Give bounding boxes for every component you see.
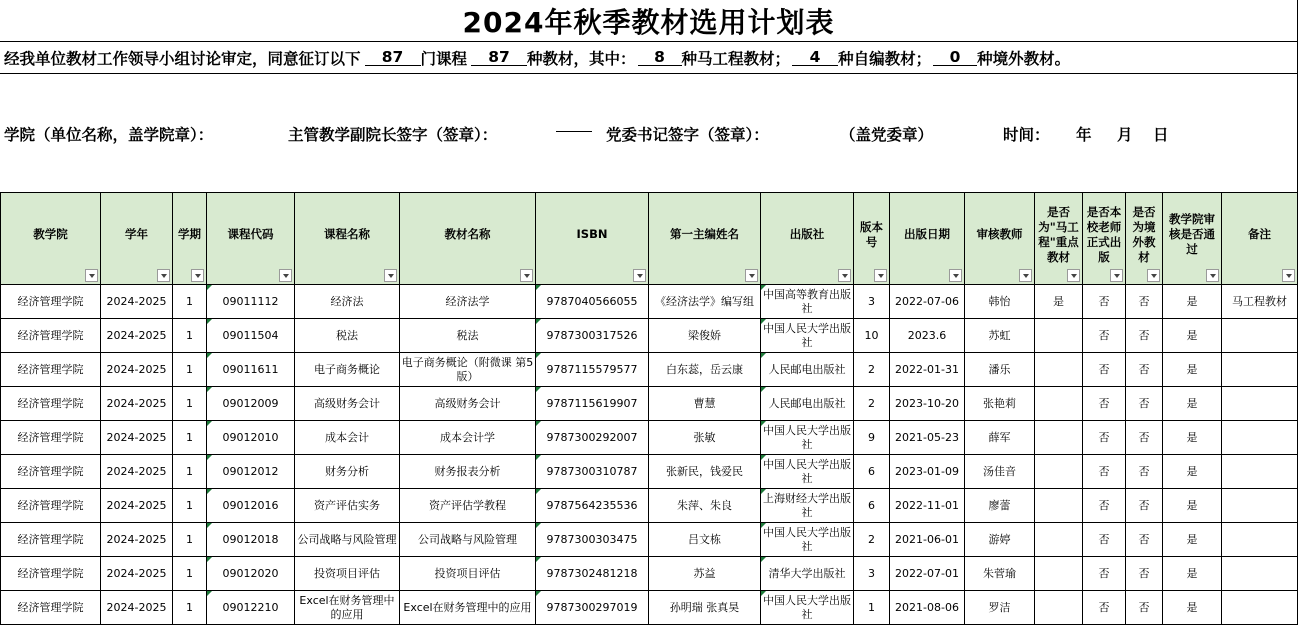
cell-academic-year[interactable]: 2024-2025 bbox=[101, 455, 173, 489]
cell-in-house-published[interactable]: 否 bbox=[1083, 353, 1126, 387]
cell-course-code[interactable]: 09012009 bbox=[207, 387, 295, 421]
filter-dropdown-icon[interactable] bbox=[191, 269, 204, 282]
filter-dropdown-icon[interactable] bbox=[874, 269, 887, 282]
cell-academic-year[interactable]: 2024-2025 bbox=[101, 285, 173, 319]
cell-foreign-textbook[interactable]: 否 bbox=[1126, 353, 1163, 387]
cell-edition[interactable]: 6 bbox=[854, 489, 890, 523]
column-header-label: 第一主编姓名 bbox=[670, 227, 739, 241]
cell-publisher[interactable]: 人民邮电出版社 bbox=[761, 353, 854, 387]
cell-publish-date[interactable]: 2023-10-20 bbox=[890, 387, 965, 421]
cell-academic-year[interactable]: 2024-2025 bbox=[101, 591, 173, 625]
column-header-course-name bbox=[295, 193, 400, 285]
textbook-count: 87 bbox=[471, 49, 527, 66]
cell-edition[interactable]: 2 bbox=[854, 523, 890, 557]
cell-edition[interactable]: 10 bbox=[854, 319, 890, 353]
cell-semester[interactable]: 1 bbox=[173, 489, 207, 523]
cell-semester[interactable]: 1 bbox=[173, 353, 207, 387]
column-header-label: 教学院 bbox=[33, 227, 68, 241]
cell-course-code[interactable]: 09011112 bbox=[207, 285, 295, 319]
textbook-table bbox=[0, 192, 1298, 625]
cell-textbook-name[interactable]: 税法 bbox=[400, 319, 536, 353]
filter-dropdown-icon[interactable] bbox=[1282, 269, 1295, 282]
cell-textbook-name[interactable]: 电子商务概论（附微课 第5版） bbox=[400, 353, 536, 387]
cell-foreign-textbook[interactable]: 否 bbox=[1126, 421, 1163, 455]
cell-remarks[interactable] bbox=[1222, 557, 1298, 591]
cell-edition[interactable]: 1 bbox=[854, 591, 890, 625]
cell-publisher[interactable]: 中国人民大学出版社 bbox=[761, 591, 854, 625]
cell-foreign-textbook[interactable]: 否 bbox=[1126, 557, 1163, 591]
column-header-label: 版本号 bbox=[860, 219, 883, 249]
cell-textbook-name[interactable]: 公司战略与风险管理 bbox=[400, 523, 536, 557]
cell-course-name[interactable]: 资产评估实务 bbox=[295, 489, 400, 523]
cell-college-approved[interactable]: 是 bbox=[1163, 387, 1222, 421]
cell-semester[interactable]: 1 bbox=[173, 591, 207, 625]
filter-dropdown-icon[interactable] bbox=[157, 269, 170, 282]
cell-foreign-textbook[interactable]: 否 bbox=[1126, 489, 1163, 523]
column-header-foreign-textbook bbox=[1126, 193, 1163, 285]
cell-academic-year[interactable]: 2024-2025 bbox=[101, 319, 173, 353]
cell-ma-key-textbook[interactable] bbox=[1035, 591, 1083, 625]
column-header-edition bbox=[854, 193, 890, 285]
cell-textbook-name[interactable]: Excel在财务管理中的应用 bbox=[400, 591, 536, 625]
statement-text-6: 种境外教材。 bbox=[977, 49, 1071, 68]
cell-isbn[interactable]: 9787302481218 bbox=[536, 557, 649, 591]
cell-publisher[interactable]: 清华大学出版社 bbox=[761, 557, 854, 591]
cell-course-code[interactable]: 09012010 bbox=[207, 421, 295, 455]
self-textbook-count: 4 bbox=[792, 49, 838, 66]
cell-college-approved[interactable]: 是 bbox=[1163, 421, 1222, 455]
cell-isbn[interactable]: 9787300303475 bbox=[536, 523, 649, 557]
cell-foreign-textbook[interactable]: 否 bbox=[1126, 591, 1163, 625]
cell-textbook-name[interactable]: 投资项目评估 bbox=[400, 557, 536, 591]
cell-reviewer[interactable]: 汤佳音 bbox=[965, 455, 1035, 489]
signature-line bbox=[556, 131, 592, 132]
cell-reviewer[interactable]: 廖蕾 bbox=[965, 489, 1035, 523]
cell-semester[interactable]: 1 bbox=[173, 557, 207, 591]
cell-remarks[interactable] bbox=[1222, 523, 1298, 557]
cell-ma-key-textbook[interactable] bbox=[1035, 557, 1083, 591]
column-header-isbn bbox=[536, 193, 649, 285]
cell-isbn[interactable]: 9787300310787 bbox=[536, 455, 649, 489]
cell-foreign-textbook[interactable]: 否 bbox=[1126, 455, 1163, 489]
cell-college-approved[interactable]: 是 bbox=[1163, 285, 1222, 319]
foreign-textbook-count: 0 bbox=[933, 49, 977, 66]
cell-college[interactable]: 经济管理学院 bbox=[1, 285, 101, 319]
cell-remarks[interactable] bbox=[1222, 387, 1298, 421]
cell-isbn[interactable]: 9787564235536 bbox=[536, 489, 649, 523]
cell-academic-year[interactable]: 2024-2025 bbox=[101, 387, 173, 421]
column-header-label: 出版日期 bbox=[904, 227, 950, 241]
cell-ma-key-textbook[interactable] bbox=[1035, 319, 1083, 353]
column-header-college-approved bbox=[1163, 193, 1222, 285]
filter-dropdown-icon[interactable] bbox=[1147, 269, 1160, 282]
cell-course-name[interactable]: 财务分析 bbox=[295, 455, 400, 489]
cell-publish-date[interactable]: 2023.6 bbox=[890, 319, 965, 353]
course-count: 87 bbox=[365, 49, 421, 66]
cell-publish-date[interactable]: 2021-06-01 bbox=[890, 523, 965, 557]
cell-course-name[interactable]: 经济法 bbox=[295, 285, 400, 319]
cell-isbn[interactable]: 9787040566055 bbox=[536, 285, 649, 319]
column-header-academic-year bbox=[101, 193, 173, 285]
cell-textbook-name[interactable]: 高级财务会计 bbox=[400, 387, 536, 421]
table-row bbox=[1, 319, 1298, 353]
cell-publisher[interactable]: 中国人民大学出版社 bbox=[761, 455, 854, 489]
table-row bbox=[1, 489, 1298, 523]
table-row bbox=[1, 557, 1298, 591]
table-row bbox=[1, 285, 1298, 319]
cell-reviewer[interactable]: 张艳莉 bbox=[965, 387, 1035, 421]
cell-in-house-published[interactable]: 否 bbox=[1083, 387, 1126, 421]
table-row bbox=[1, 387, 1298, 421]
cell-publish-date[interactable]: 2022-07-06 bbox=[890, 285, 965, 319]
cell-publisher[interactable]: 中国人民大学出版社 bbox=[761, 421, 854, 455]
cell-ma-key-textbook[interactable] bbox=[1035, 421, 1083, 455]
table-body bbox=[1, 285, 1298, 625]
cell-college[interactable]: 经济管理学院 bbox=[1, 319, 101, 353]
cell-edition[interactable]: 3 bbox=[854, 557, 890, 591]
column-header-label: 学期 bbox=[178, 227, 201, 241]
cell-publisher[interactable]: 人民邮电出版社 bbox=[761, 387, 854, 421]
cell-in-house-published[interactable]: 否 bbox=[1083, 421, 1126, 455]
cell-course-name[interactable]: 高级财务会计 bbox=[295, 387, 400, 421]
cell-isbn[interactable]: 9787115579577 bbox=[536, 353, 649, 387]
cell-chief-editor[interactable]: 梁俊娇 bbox=[649, 319, 761, 353]
cell-college[interactable]: 经济管理学院 bbox=[1, 387, 101, 421]
cell-foreign-textbook[interactable]: 否 bbox=[1126, 387, 1163, 421]
cell-chief-editor[interactable]: 曹慧 bbox=[649, 387, 761, 421]
table-row bbox=[1, 455, 1298, 489]
column-header-publish-date bbox=[890, 193, 965, 285]
cell-edition[interactable]: 2 bbox=[854, 387, 890, 421]
cell-in-house-published[interactable]: 否 bbox=[1083, 489, 1126, 523]
filter-dropdown-icon[interactable] bbox=[949, 269, 962, 282]
cell-academic-year[interactable]: 2024-2025 bbox=[101, 523, 173, 557]
ma-textbook-count: 8 bbox=[638, 49, 682, 66]
column-header-publisher bbox=[761, 193, 854, 285]
cell-academic-year[interactable]: 2024-2025 bbox=[101, 353, 173, 387]
statement-text-2: 门课程 bbox=[420, 49, 468, 68]
filter-dropdown-icon[interactable] bbox=[1067, 269, 1080, 282]
cell-ma-key-textbook[interactable] bbox=[1035, 489, 1083, 523]
column-header-label: 审核教师 bbox=[976, 227, 1023, 241]
filter-dropdown-icon[interactable] bbox=[1206, 269, 1219, 282]
cell-course-code[interactable]: 09011611 bbox=[207, 353, 295, 387]
cell-college-approved[interactable]: 是 bbox=[1163, 319, 1222, 353]
cell-publisher[interactable]: 中国人民大学出版社 bbox=[761, 319, 854, 353]
cell-in-house-published[interactable]: 否 bbox=[1083, 591, 1126, 625]
cell-college[interactable]: 经济管理学院 bbox=[1, 523, 101, 557]
cell-isbn[interactable]: 9787300292007 bbox=[536, 421, 649, 455]
cell-college-approved[interactable]: 是 bbox=[1163, 591, 1222, 625]
cell-course-name[interactable]: 电子商务概论 bbox=[295, 353, 400, 387]
cell-college[interactable]: 经济管理学院 bbox=[1, 353, 101, 387]
cell-reviewer[interactable]: 朱菅瑜 bbox=[965, 557, 1035, 591]
party-secretary-signature-label: 党委书记签字（签章）： bbox=[606, 126, 769, 144]
cell-ma-key-textbook[interactable] bbox=[1035, 523, 1083, 557]
column-header-reviewer bbox=[965, 193, 1035, 285]
column-header-label: 课程名称 bbox=[324, 227, 370, 241]
cell-textbook-name[interactable]: 财务报表分析 bbox=[400, 455, 536, 489]
cell-course-name[interactable]: 税法 bbox=[295, 319, 400, 353]
cell-semester[interactable]: 1 bbox=[173, 387, 207, 421]
cell-in-house-published[interactable]: 否 bbox=[1083, 523, 1126, 557]
cell-semester[interactable]: 1 bbox=[173, 319, 207, 353]
cell-reviewer[interactable]: 韩怡 bbox=[965, 285, 1035, 319]
month-label: 月 bbox=[1117, 126, 1133, 144]
column-header-label: 是否本校老师正式出版 bbox=[1086, 204, 1122, 264]
cell-publish-date[interactable]: 2022-01-31 bbox=[890, 353, 965, 387]
cell-college-approved[interactable]: 是 bbox=[1163, 353, 1222, 387]
signature-block bbox=[0, 74, 1298, 192]
cell-college[interactable]: 经济管理学院 bbox=[1, 591, 101, 625]
filter-dropdown-icon[interactable] bbox=[633, 269, 646, 282]
column-header-label: 学年 bbox=[125, 227, 148, 241]
cell-in-house-published[interactable]: 否 bbox=[1083, 455, 1126, 489]
cell-course-code[interactable]: 09012016 bbox=[207, 489, 295, 523]
cell-semester[interactable]: 1 bbox=[173, 523, 207, 557]
cell-publisher[interactable]: 中国高等教育出版社 bbox=[761, 285, 854, 319]
statement-text-5: 种自编教材； bbox=[838, 49, 932, 68]
filter-dropdown-icon[interactable] bbox=[520, 269, 533, 282]
cell-reviewer[interactable]: 罗洁 bbox=[965, 591, 1035, 625]
column-header-course-code bbox=[207, 193, 295, 285]
vice-dean-signature-text: 主管教学副院长签字（签章）： bbox=[288, 126, 498, 144]
cell-college[interactable]: 经济管理学院 bbox=[1, 489, 101, 523]
table-row bbox=[1, 591, 1298, 625]
cell-ma-key-textbook[interactable] bbox=[1035, 353, 1083, 387]
vice-dean-signature-label bbox=[288, 123, 497, 145]
cell-college[interactable]: 经济管理学院 bbox=[1, 455, 101, 489]
cell-course-code[interactable]: 09012018 bbox=[207, 523, 295, 557]
approval-statement bbox=[0, 42, 1298, 74]
cell-academic-year[interactable]: 2024-2025 bbox=[101, 421, 173, 455]
cell-isbn[interactable]: 9787300317526 bbox=[536, 319, 649, 353]
cell-academic-year[interactable]: 2024-2025 bbox=[101, 489, 173, 523]
cell-in-house-published[interactable]: 否 bbox=[1083, 557, 1126, 591]
cell-publisher[interactable]: 上海财经大学出版社 bbox=[761, 489, 854, 523]
cell-academic-year[interactable]: 2024-2025 bbox=[101, 557, 173, 591]
cell-remarks[interactable] bbox=[1222, 421, 1298, 455]
cell-chief-editor[interactable]: 张敏 bbox=[649, 421, 761, 455]
cell-reviewer[interactable]: 薛军 bbox=[965, 421, 1035, 455]
cell-college-approved[interactable]: 是 bbox=[1163, 557, 1222, 591]
sheet-title: 2024年秋季教材选用计划表 bbox=[0, 0, 1298, 42]
cell-edition[interactable]: 9 bbox=[854, 421, 890, 455]
cell-semester[interactable]: 1 bbox=[173, 455, 207, 489]
table-row bbox=[1, 523, 1298, 557]
column-header-label: 教学院审核是否通过 bbox=[1169, 212, 1215, 256]
filter-dropdown-icon[interactable] bbox=[838, 269, 851, 282]
cell-in-house-published[interactable]: 否 bbox=[1083, 319, 1126, 353]
column-header-label: ISBN bbox=[576, 227, 608, 241]
header-row bbox=[1, 193, 1298, 285]
cell-reviewer[interactable]: 苏虹 bbox=[965, 319, 1035, 353]
column-header-college bbox=[1, 193, 101, 285]
column-header-textbook-name bbox=[400, 193, 536, 285]
cell-isbn[interactable]: 9787300297019 bbox=[536, 591, 649, 625]
time-label: 时间： bbox=[1003, 126, 1050, 144]
cell-college-approved[interactable]: 是 bbox=[1163, 489, 1222, 523]
column-header-remarks bbox=[1222, 193, 1298, 285]
cell-chief-editor[interactable]: 白东蕊，岳云康 bbox=[649, 353, 761, 387]
cell-publish-date[interactable]: 2022-07-01 bbox=[890, 557, 965, 591]
cell-college-approved[interactable]: 是 bbox=[1163, 523, 1222, 557]
cell-remarks[interactable] bbox=[1222, 319, 1298, 353]
filter-dropdown-icon[interactable] bbox=[1110, 269, 1123, 282]
day-label: 日 bbox=[1153, 126, 1169, 144]
column-header-label: 教材名称 bbox=[444, 227, 491, 241]
statement-text-3: 种教材，其中： bbox=[527, 49, 636, 68]
cell-publish-date[interactable]: 2021-05-23 bbox=[890, 421, 965, 455]
college-seal-label: 学院（单位名称，盖学院章）： bbox=[4, 126, 214, 144]
cell-remarks[interactable] bbox=[1222, 591, 1298, 625]
cell-course-code[interactable]: 09012020 bbox=[207, 557, 295, 591]
cell-college-approved[interactable]: 是 bbox=[1163, 455, 1222, 489]
statement-text-1: 经我单位教材工作领导小组讨论审定，同意征订以下 bbox=[4, 49, 361, 68]
cell-course-name[interactable]: Excel在财务管理中的应用 bbox=[295, 591, 400, 625]
column-header-label: 是否为"马工程"重点教材 bbox=[1038, 204, 1079, 264]
cell-in-house-published[interactable]: 否 bbox=[1083, 285, 1126, 319]
table-row bbox=[1, 421, 1298, 455]
cell-reviewer[interactable]: 游婷 bbox=[965, 523, 1035, 557]
cell-textbook-name[interactable]: 成本会计学 bbox=[400, 421, 536, 455]
cell-edition[interactable]: 6 bbox=[854, 455, 890, 489]
column-header-chief-editor bbox=[649, 193, 761, 285]
cell-textbook-name[interactable]: 资产评估学教程 bbox=[400, 489, 536, 523]
cell-edition[interactable]: 3 bbox=[854, 285, 890, 319]
cell-college[interactable]: 经济管理学院 bbox=[1, 421, 101, 455]
column-header-label: 出版社 bbox=[789, 227, 825, 241]
cell-remarks[interactable]: 马工程教材 bbox=[1222, 285, 1298, 319]
column-header-in-house-published bbox=[1083, 193, 1126, 285]
cell-textbook-name[interactable]: 经济法学 bbox=[400, 285, 536, 319]
cell-ma-key-textbook[interactable] bbox=[1035, 387, 1083, 421]
column-header-semester bbox=[173, 193, 207, 285]
cell-course-code[interactable]: 09011504 bbox=[207, 319, 295, 353]
cell-reviewer[interactable]: 潘乐 bbox=[965, 353, 1035, 387]
cell-edition[interactable]: 2 bbox=[854, 353, 890, 387]
cell-course-name[interactable]: 投资项目评估 bbox=[295, 557, 400, 591]
cell-chief-editor[interactable]: 孙明瑞 张真昊 bbox=[649, 591, 761, 625]
cell-ma-key-textbook[interactable]: 是 bbox=[1035, 285, 1083, 319]
filter-dropdown-icon[interactable] bbox=[384, 269, 397, 282]
cell-semester[interactable]: 1 bbox=[173, 285, 207, 319]
column-header-label: 是否为境外教材 bbox=[1132, 204, 1156, 264]
cell-semester[interactable]: 1 bbox=[173, 421, 207, 455]
cell-remarks[interactable] bbox=[1222, 455, 1298, 489]
cell-course-code[interactable]: 09012210 bbox=[207, 591, 295, 625]
cell-course-name[interactable]: 成本会计 bbox=[295, 421, 400, 455]
cell-remarks[interactable] bbox=[1222, 489, 1298, 523]
cell-chief-editor[interactable]: 张新民，钱爱民 bbox=[649, 455, 761, 489]
filter-dropdown-icon[interactable] bbox=[279, 269, 292, 282]
party-seal-label: （盖党委章） bbox=[840, 126, 934, 144]
column-header-label: 课程代码 bbox=[227, 227, 274, 241]
cell-publish-date[interactable]: 2023-01-09 bbox=[890, 455, 965, 489]
cell-chief-editor[interactable]: 苏益 bbox=[649, 557, 761, 591]
column-header-ma-key-textbook bbox=[1035, 193, 1083, 285]
cell-college[interactable]: 经济管理学院 bbox=[1, 557, 101, 591]
cell-remarks[interactable] bbox=[1222, 353, 1298, 387]
cell-foreign-textbook[interactable]: 否 bbox=[1126, 523, 1163, 557]
cell-chief-editor[interactable]: 朱萍、朱良 bbox=[649, 489, 761, 523]
column-header-label: 备注 bbox=[1248, 227, 1271, 241]
year-label: 年 bbox=[1076, 126, 1092, 144]
cell-course-code[interactable]: 09012012 bbox=[207, 455, 295, 489]
statement-text-4: 种马工程教材； bbox=[681, 49, 791, 68]
cell-chief-editor[interactable]: 吕文栋 bbox=[649, 523, 761, 557]
cell-ma-key-textbook[interactable] bbox=[1035, 455, 1083, 489]
cell-foreign-textbook[interactable]: 否 bbox=[1126, 319, 1163, 353]
cell-publish-date[interactable]: 2022-11-01 bbox=[890, 489, 965, 523]
table-row bbox=[1, 353, 1298, 387]
cell-foreign-textbook[interactable]: 否 bbox=[1126, 285, 1163, 319]
filter-dropdown-icon[interactable] bbox=[1019, 269, 1032, 282]
filter-dropdown-icon[interactable] bbox=[745, 269, 758, 282]
cell-chief-editor[interactable]: 《经济法学》编写组 bbox=[649, 285, 761, 319]
cell-publisher[interactable]: 中国人民大学出版社 bbox=[761, 523, 854, 557]
filter-dropdown-icon[interactable] bbox=[85, 269, 98, 282]
cell-course-name[interactable]: 公司战略与风险管理 bbox=[295, 523, 400, 557]
cell-publish-date[interactable]: 2021-08-06 bbox=[890, 591, 965, 625]
cell-isbn[interactable]: 9787115619907 bbox=[536, 387, 649, 421]
